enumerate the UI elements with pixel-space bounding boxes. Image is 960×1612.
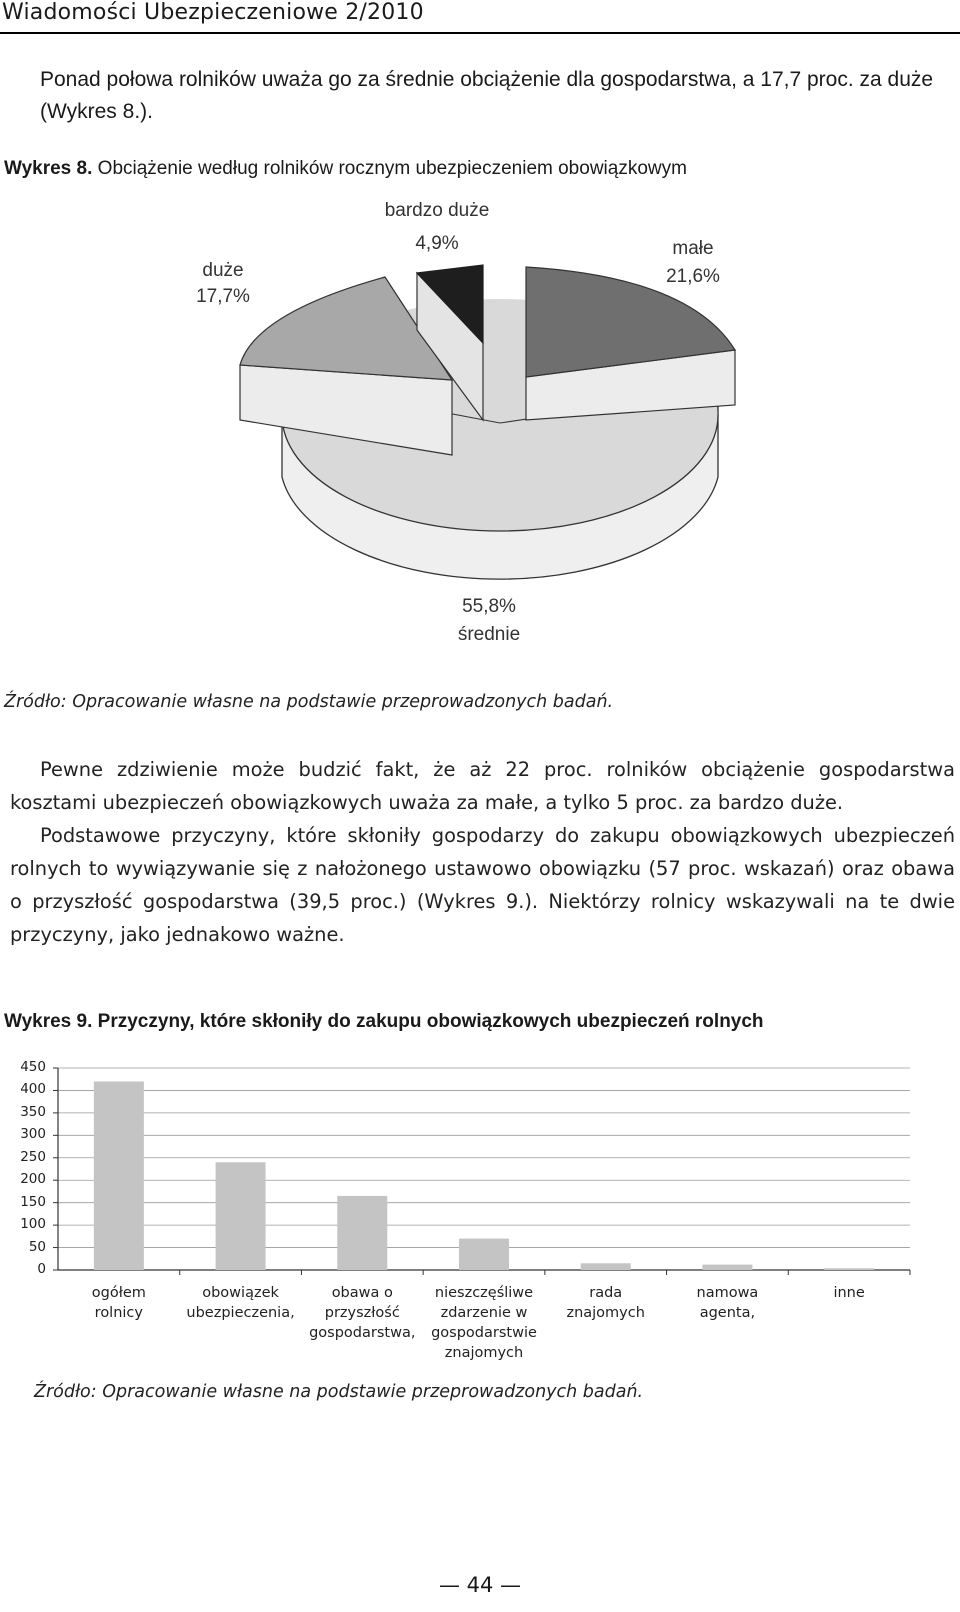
figure8-caption <box>4 158 687 180</box>
y-tick-label: 100 <box>20 1216 46 1233</box>
pie-chart <box>0 195 960 665</box>
x-category-label <box>299 1283 425 1343</box>
x-category-label <box>664 1283 790 1323</box>
pie-label-male: małe <box>672 238 714 259</box>
x-category-label-line: namowa <box>696 1285 759 1301</box>
figure8-source-label: Źródło: <box>4 692 67 712</box>
journal-title: Wiadomości Ubezpieczeniowe 2/2010 <box>2 0 424 25</box>
x-category-label-line: inne <box>833 1285 865 1301</box>
figure8-label: Wykres 8. <box>4 158 93 179</box>
figure8-source <box>4 692 613 712</box>
pie-label-bardzo-duze: bardzo duże <box>384 200 490 221</box>
x-category-label-line: znajomych <box>444 1345 524 1361</box>
x-category-label-line: rolnicy <box>94 1305 143 1321</box>
pie-value-bardzo-duze: 4,9% <box>415 233 459 254</box>
figure9-title: Przyczyny, które skłoniły do zakupu obowiązkowych ubezpieczeń rolnych <box>97 1011 764 1032</box>
y-tick-label: 150 <box>20 1193 46 1210</box>
x-category-label-line: znajomych <box>566 1305 645 1321</box>
x-category-label-line: obawa o <box>331 1285 393 1301</box>
body-paragraph-1: Pewne zdziwienie może budzić fakt, że aż 22 proc. rolników obciążenie gospodarstwa kosztami ubezpieczeń obowiązkowych uważa za małe, a tylko 5 proc. za bardzo duże. <box>10 758 955 814</box>
y-tick-label: 0 <box>37 1261 46 1277</box>
figure8-source-text: Opracowanie własne na podstawie przeprowadzonych badań. <box>72 692 614 712</box>
x-category-label-line: nieszczęśliwe <box>434 1285 534 1301</box>
x-category-label-line: ubezpieczenia, <box>186 1305 295 1321</box>
y-tick-label: 200 <box>20 1171 46 1188</box>
figure8-title: Obciążenie według rolników rocznym ubezpieczeniem obowiązkowym <box>97 158 687 179</box>
intro-paragraph: Ponad połowa rolników uważa go za średnie obciążenie dla gospodarstwa, a 17,7 proc. za duże (Wykres 8.). <box>40 68 934 123</box>
x-category-label-line: rada <box>589 1285 623 1301</box>
figure9-caption <box>4 1011 764 1033</box>
figure9-source <box>34 1382 643 1402</box>
body-paragraph-2: Podstawowe przyczyny, które skłoniły gospodarzy do zakupu obowiązkowych ubezpieczeń rolnych to wywiązywanie się z nałożonego ustawowo obowiązku (57 proc. wskazań) oraz obawa o przyszłość gospodarstwa (39,5 proc.) (Wykres 9.). Niektórzy rolnicy wskazywali na te dwie przyczyny, jako jednakowo ważne. <box>10 824 955 946</box>
pie-label-srednie: średnie <box>457 624 521 645</box>
figure9-source-text: Opracowanie własne na podstawie przeprowadzonych badań. <box>102 1382 644 1402</box>
figure9-label: Wykres 9. <box>4 1011 93 1032</box>
x-category-label-line: ogółem <box>91 1285 146 1301</box>
x-category-label-line: obowiązek <box>202 1285 279 1301</box>
x-category-label <box>421 1283 547 1363</box>
header-rule <box>0 32 960 34</box>
pie-value-srednie: 55,8% <box>462 596 516 617</box>
x-category-label-line: agenta, <box>699 1305 756 1321</box>
y-tick-label: 350 <box>20 1103 46 1120</box>
x-category-label-line: przyszłość <box>324 1305 400 1321</box>
pie-value-duze: 17,7% <box>196 286 250 307</box>
y-tick-label: 450 <box>20 1059 46 1075</box>
figure9-source-label: Źródło: <box>34 1382 97 1402</box>
x-category-label <box>786 1283 912 1303</box>
x-category-label-line: gospodarstwa, <box>309 1325 416 1341</box>
y-tick-label: 250 <box>20 1148 46 1165</box>
page-number: — 44 — <box>438 1573 522 1597</box>
x-category-label-line: zdarzenie w <box>440 1305 528 1321</box>
y-tick-label: 400 <box>20 1081 46 1098</box>
body-text <box>10 753 955 951</box>
y-tick-label: 50 <box>28 1238 46 1255</box>
x-category-label <box>543 1283 669 1323</box>
x-category-label <box>178 1283 304 1323</box>
bar-chart-labels <box>0 1055 960 1385</box>
y-tick-label: 300 <box>20 1126 46 1143</box>
pie-value-male: 21,6% <box>666 266 720 287</box>
running-header <box>0 0 960 36</box>
x-category-label <box>56 1283 182 1323</box>
x-category-label-line: gospodarstwie <box>431 1325 537 1341</box>
pie-label-duze: duże <box>202 260 244 281</box>
